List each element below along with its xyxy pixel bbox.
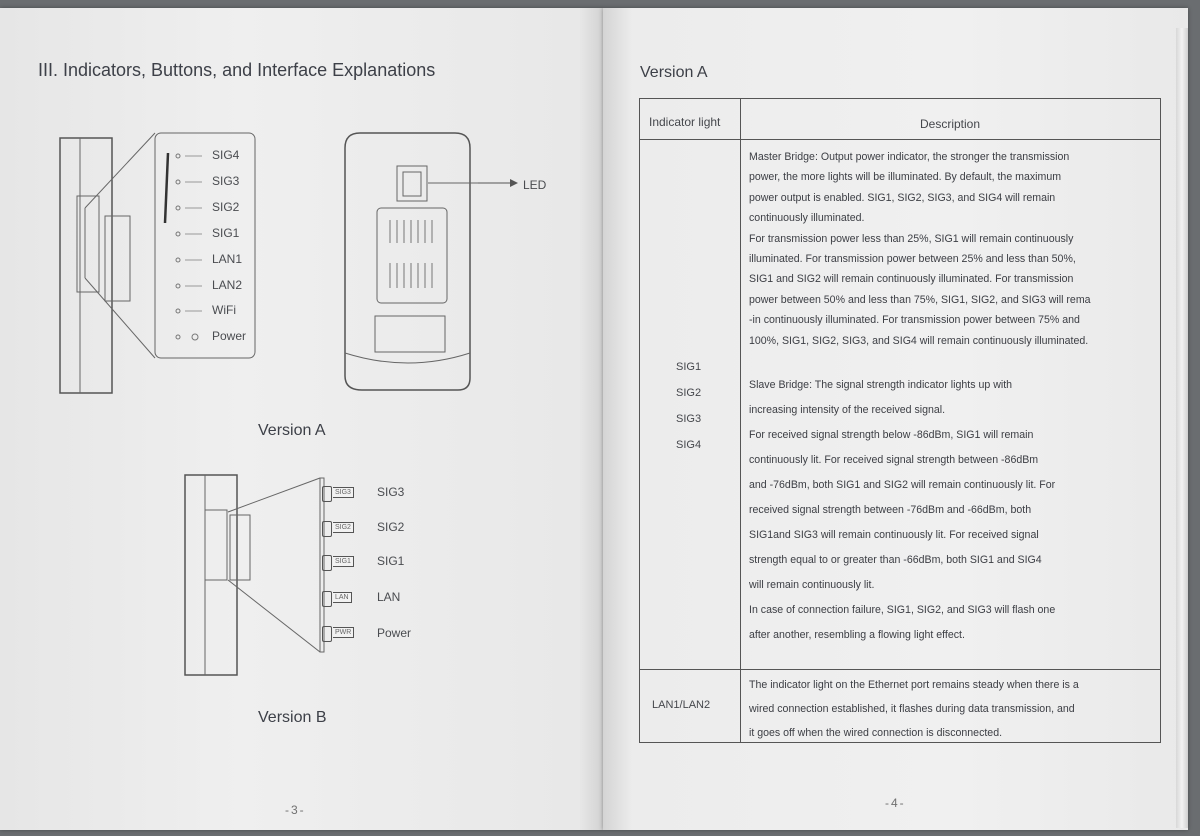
indicator-b-sig2-box: SIG2 [333,522,354,533]
row1-desc-line: after another, resembling a flowing light effect. [749,629,965,642]
led-arrow [478,178,518,190]
indicator-dots-a [170,148,210,348]
page-number-left: -3- [285,803,306,817]
section-heading: III. Indicators, Buttons, and Interface Explanations [38,60,436,80]
indicator-b-lan-box: LAN [333,592,352,603]
row1-desc-line: power between 50% and less than 75%, SIG1, SIG2, and SIG3 will rema [749,293,1091,306]
row1-desc-line: continuously illuminated. [749,212,865,225]
row1-desc-line: continuously lit. For received signal strength between -86dBm [749,454,1039,467]
version-a-title: Version A [258,422,326,439]
row1-desc-line [749,351,1154,373]
row1-desc-line: power output is enabled. SIG1, SIG2, SIG3, and SIG4 will remain [749,191,1056,204]
led-label: LED [523,178,547,192]
indicator-b-lan-label: LAN [377,590,401,604]
indicator-b-sig1-label: SIG1 [377,554,405,568]
indicator-b-sig3-box: SIG3 [333,487,354,498]
row2-desc-line: wired connection established, it flashes during data transmission, and [749,703,1075,715]
indicator-a-sig1: SIG1 [212,226,240,240]
row1-desc-line: illuminated. For transmission power between 25% and less than 50%, [749,253,1076,266]
table-column-divider [740,99,741,742]
row1-desc-line: Slave Bridge: The signal strength indicator lights up with [749,379,1013,392]
row2-indicator: LAN1/LAN2 [652,699,711,711]
table-header-indicator: Indicator light [649,115,721,129]
row1-desc-line: and -76dBm, both SIG1 and SIG2 will remain continuously lit. For [749,479,1056,492]
indicator-b-power-led [322,626,332,642]
table-row-divider [640,669,1160,670]
indicator-a-lan2: LAN2 [212,278,243,292]
indicator-b-power-label: Power [377,626,412,640]
indicator-a-wifi: WiFi [212,303,236,317]
row1-desc-line: power, the more lights will be illuminated. By default, the maximum [749,171,1062,184]
indicator-b-sig2-label: SIG2 [377,520,405,534]
row1-desc-line: For received signal strength below -86dBm, SIG1 will remain [749,429,1034,442]
row1-indicator-sig3: SIG3 [676,413,702,425]
row1-desc-line: SIG1and SIG3 will remain continuously lit. For received signal [749,529,1039,542]
indicator-b-sig3-led [322,486,332,502]
left-page [0,8,603,830]
row1-desc-line: In case of connection failure, SIG1, SIG2, and SIG3 will flash one [749,604,1056,617]
row1-desc-line: received signal strength between -76dBm and -66dBm, both [749,504,1032,517]
row1-description [749,147,1154,648]
row1-desc-line: -in continuously illuminated. For transmission power between 75% and [749,314,1080,327]
indicator-b-sig1-box: SIG1 [333,556,354,567]
row1-desc-line: increasing intensity of the received signal. [749,404,946,417]
table-header-divider [640,139,1160,140]
indicator-b-sig3-label: SIG3 [377,485,405,499]
row1-indicator-sig2: SIG2 [676,387,702,399]
indicator-b-sig1-led [322,555,332,571]
right-page [603,8,1188,830]
version-b-title: Version B [258,709,327,726]
indicator-b-sig2-led [322,521,332,537]
row1-desc-line: will remain continuously lit. [749,579,875,592]
version-b-diagram [180,470,380,680]
indicator-a-power: Power [212,329,247,343]
indicator-a-lan1: LAN1 [212,252,243,266]
row1-desc-line: For transmission power less than 25%, SIG1 will remain continuously [749,232,1074,245]
row1-desc-line: Master Bridge: Output power indicator, the stronger the transmission [749,151,1070,163]
indicator-a-sig2: SIG2 [212,200,240,214]
row1-desc-line: 100%, SIG1, SIG2, SIG3, and SIG4 will remain continuously illuminated. [749,334,1089,347]
page-edge [1176,28,1188,828]
row2-desc-line: it goes off when the wired connection is disconnected. [749,727,1003,739]
table-header-description: Description [920,117,981,131]
row1-desc-line: SIG1 and SIG2 will remain continuously illuminated. For transmission [749,273,1074,286]
row1-desc-line: strength equal to or greater than -66dBm, both SIG1 and SIG4 [749,554,1042,567]
right-page-title: Version A [640,64,708,81]
indicator-b-power-box: PWR [333,627,354,638]
version-a-front-diagram [340,128,480,398]
page-number-right: -4- [885,796,906,810]
indicator-b-lan-led [322,591,332,607]
row1-indicator-sig4: SIG4 [676,439,702,451]
row2-desc-line: The indicator light on the Ethernet port remains steady when there is a [749,679,1079,691]
row1-indicator-sig1: SIG1 [676,361,702,373]
row2-description [749,673,1154,745]
indicator-table [639,98,1161,743]
indicator-a-sig4: SIG4 [212,148,240,162]
indicator-a-sig3: SIG3 [212,174,240,188]
